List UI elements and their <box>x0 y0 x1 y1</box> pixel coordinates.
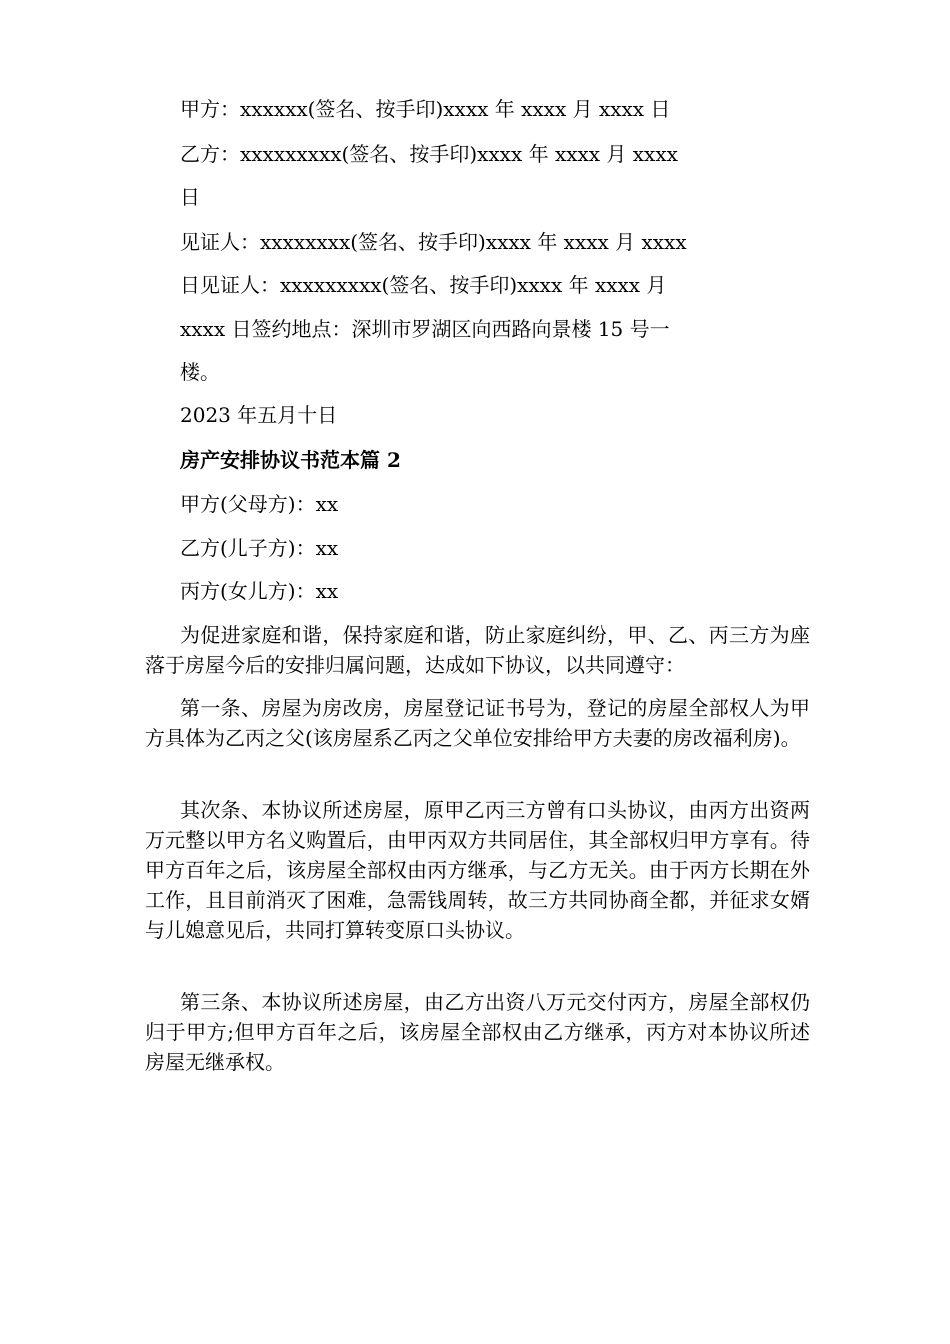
signing-date: 2023 年五月十日 <box>180 403 338 427</box>
article-2-paragraph: 其次条、本协议所述房屋，原甲乙丙三方曾有口头协议，由丙方出资两万元整以甲方名义购置后，由甲丙双方共同居住，其全部权归甲方享有。待甲方百年之后，该房屋全部权由丙方继承，与乙方无关。由于丙方长期在外工作，且目前消灭了困难，急需钱周转，故三方共同协商全都，并征求女婿与儿媳意见后，共同打算转变原口头协议。 <box>145 798 810 942</box>
article-1-paragraph: 第一条、房屋为房改房，房屋登记证书号为，登记的房屋全部权人为甲方具体为乙丙之父(该房屋系乙丙之父单位安排给甲方夫妻的房改福利房)。 <box>145 696 810 750</box>
signing-location-line-cont: 楼。 <box>180 360 220 384</box>
signature-line-party-b-cont: 日 <box>180 185 200 209</box>
party-c-line: 丙方(女儿方)：xx <box>180 579 339 603</box>
signing-location-line: xxxx 日签约地点：深圳市罗湖区向西路向景楼 15 号一 <box>180 317 670 341</box>
party-b-line: 乙方(儿子方)：xx <box>180 536 339 560</box>
article-3-paragraph: 第三条、本协议所述房屋，由乙方出资八万元交付丙方，房屋全部权仍归于甲方;但甲方百年之后，该房屋全部权由乙方继承，丙方对本协议所述房屋无继承权。 <box>145 990 810 1074</box>
witness-line-1: 见证人：xxxxxxxx(签名、按手印)xxxx 年 xxxx 月 xxxx <box>180 230 687 254</box>
signature-line-party-a: 甲方：xxxxxx(签名、按手印)xxxx 年 xxxx 月 xxxx 日 <box>180 97 671 121</box>
witness-line-2: 日见证人：xxxxxxxxx(签名、按手印)xxxx 年 xxxx 月 <box>180 273 667 297</box>
party-a-line: 甲方(父母方)：xx <box>180 492 339 516</box>
signature-line-party-b: 乙方：xxxxxxxxx(签名、按手印)xxxx 年 xxxx 月 xxxx <box>180 142 678 166</box>
section-title: 房产安排协议书范本篇 2 <box>180 448 401 472</box>
intro-paragraph: 为促进家庭和谐，保持家庭和谐，防止家庭纠纷，甲、乙、丙三方为座落于房屋今后的安排归属问题，达成如下协议，以共同遵守： <box>145 623 810 677</box>
